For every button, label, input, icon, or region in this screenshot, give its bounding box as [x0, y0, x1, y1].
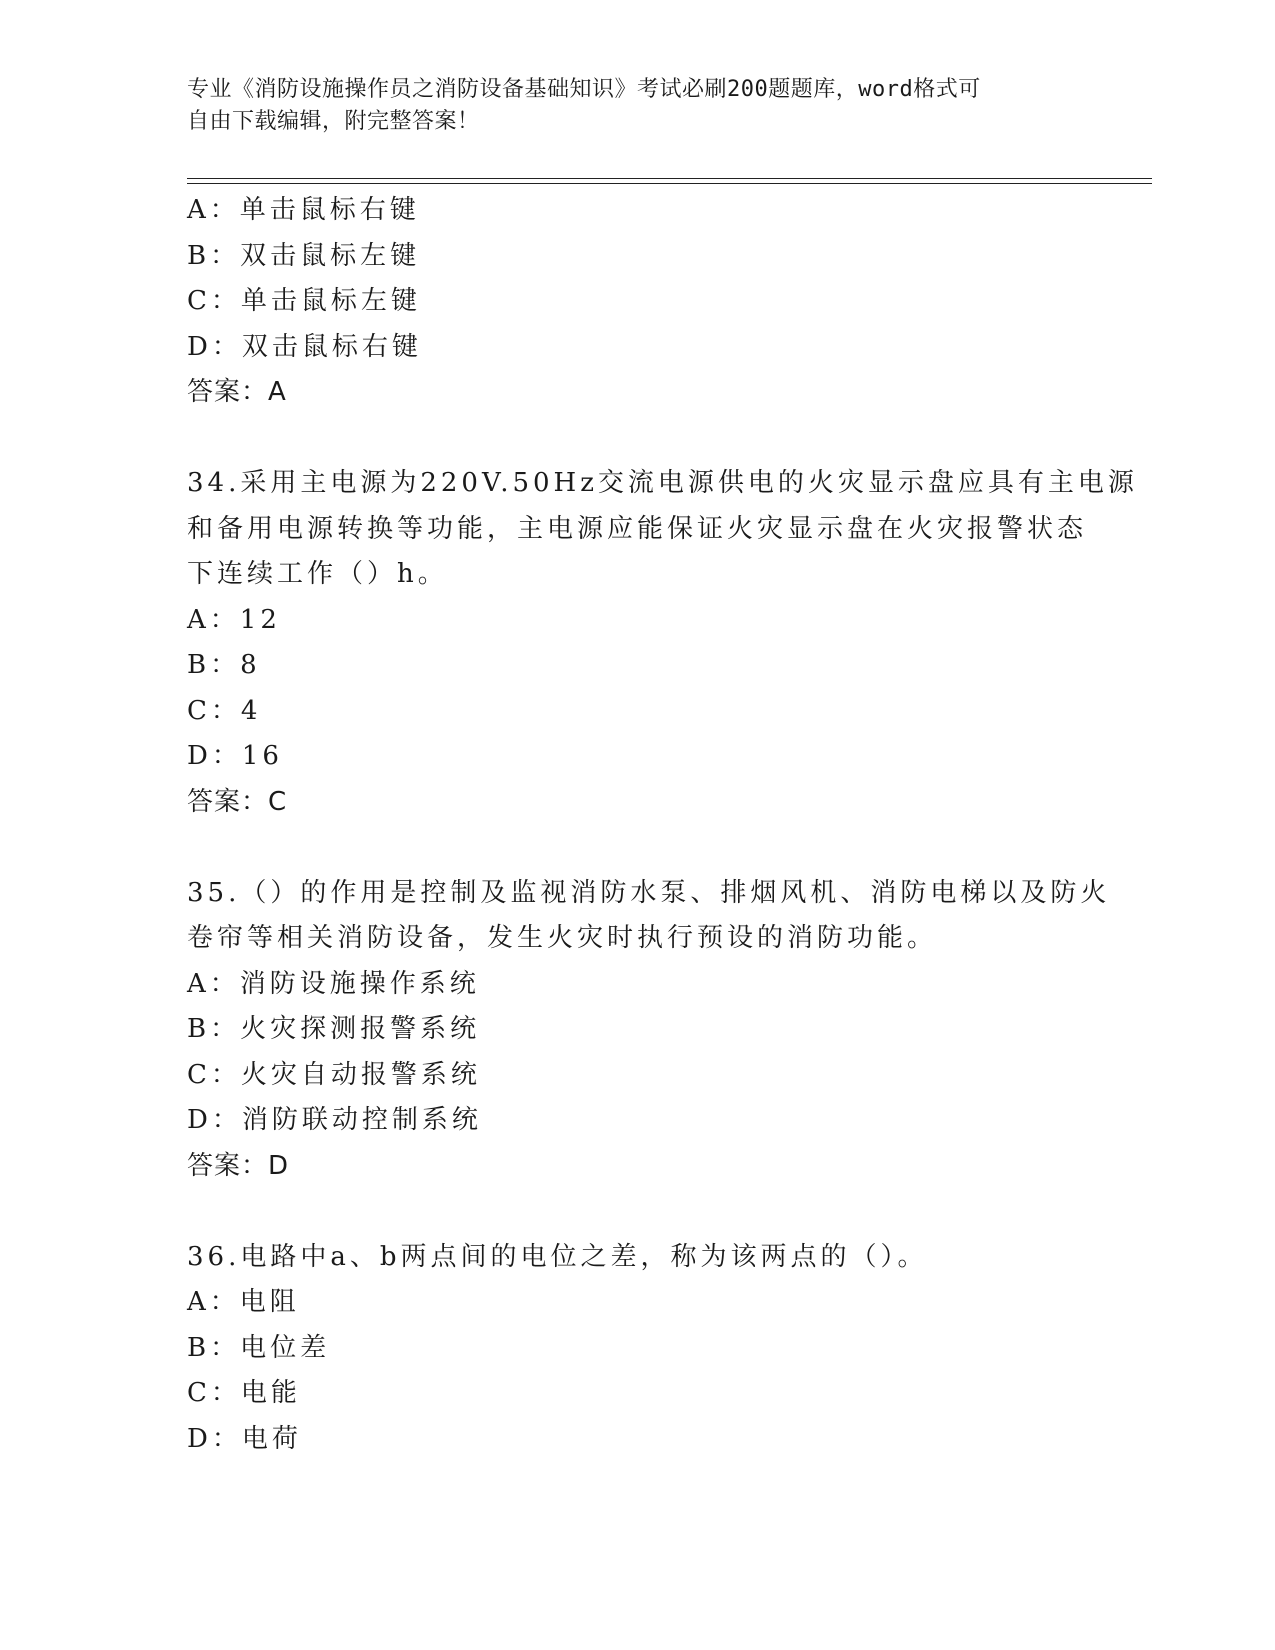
option-c: C：4 [187, 695, 262, 726]
option-c: C：单击鼠标左键 [187, 286, 421, 316]
option-a: A：消防设施操作系统 [187, 968, 480, 999]
option-c: C：电能 [187, 1378, 301, 1408]
option-d: D：电荷 [187, 1423, 302, 1454]
question-stem-line: 34.采用主电源为220V.50Hz交流电源供电的火灾显示盘应具有主电源 [187, 468, 1138, 498]
option-b: B：电位差 [187, 1332, 331, 1363]
question-35 [187, 871, 1111, 1190]
header-divider-bottom [187, 183, 1152, 184]
spacer [187, 1189, 1087, 1235]
question-36 [187, 1235, 1087, 1463]
option-a: A：12 [187, 604, 281, 635]
question-stem-line: 36.电路中a、b两点间的电位之差，称为该两点的（）。 [187, 1241, 928, 1272]
question-list [187, 188, 1138, 1462]
option-a: A：单击鼠标右键 [187, 195, 420, 225]
answer-line: 答案：A [187, 377, 287, 407]
document-header [187, 74, 1087, 138]
option-d: D：消防联动控制系统 [187, 1105, 482, 1135]
question-stem-line: 35.（）的作用是控制及监视消防水泵、排烟风机、消防电梯以及防火 [187, 877, 1111, 908]
question-33-continued [187, 188, 1087, 416]
question-stem-line: 和备用电源转换等功能，主电源应能保证火灾显示盘在火灾报警状态 [187, 513, 1088, 544]
header-divider-top [187, 178, 1152, 179]
option-c: C：火灾自动报警系统 [187, 1059, 481, 1090]
answer-line: 答案：D [187, 1150, 290, 1181]
option-a: A：电阻 [187, 1287, 300, 1317]
spacer [187, 825, 1087, 871]
header-line-1: 专业《消防设施操作员之消防设备基础知识》考试必刷200题题库，word格式可 [187, 77, 981, 102]
header-line-2: 自由下载编辑，附完整答案！ [187, 109, 480, 134]
option-b: B：火灾探测报警系统 [187, 1014, 481, 1044]
option-b: B：双击鼠标左键 [187, 240, 421, 271]
spacer [187, 416, 1087, 462]
question-stem-line: 卷帘等相关消防设备，发生火灾时执行预设的消防功能。 [187, 923, 938, 953]
question-34 [187, 461, 1138, 825]
option-b: B：8 [187, 650, 261, 680]
option-d: D：16 [187, 741, 283, 771]
question-stem-line: 下连续工作（）h。 [187, 559, 448, 589]
answer-line: 答案：C [187, 786, 288, 817]
option-d: D：双击鼠标右键 [187, 331, 422, 362]
